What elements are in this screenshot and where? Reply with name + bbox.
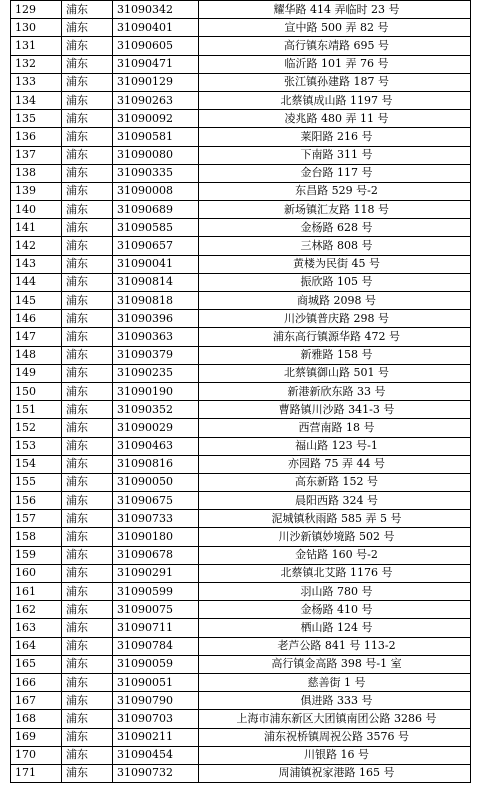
row-number-cell: 154 bbox=[11, 455, 62, 473]
code-cell: 31090129 bbox=[113, 73, 199, 91]
code-cell: 31090363 bbox=[113, 328, 199, 346]
code-cell: 31090092 bbox=[113, 110, 199, 128]
district-cell: 浦东 bbox=[62, 401, 113, 419]
code-cell: 31090075 bbox=[113, 601, 199, 619]
district-cell: 浦东 bbox=[62, 55, 113, 73]
code-cell: 31090008 bbox=[113, 182, 199, 200]
row-number-cell: 163 bbox=[11, 619, 62, 637]
table-row bbox=[11, 692, 471, 710]
row-number-cell: 152 bbox=[11, 419, 62, 437]
table-row bbox=[11, 346, 471, 364]
code-cell: 31090599 bbox=[113, 583, 199, 601]
row-number-cell: 134 bbox=[11, 91, 62, 109]
district-cell: 浦东 bbox=[62, 546, 113, 564]
table-row bbox=[11, 364, 471, 382]
table-row bbox=[11, 328, 471, 346]
address-cell: 新雅路 158 号 bbox=[199, 346, 471, 364]
table-row bbox=[11, 273, 471, 291]
table-row bbox=[11, 73, 471, 91]
code-cell: 31090732 bbox=[113, 764, 199, 782]
address-cell: 福山路 123 号-1 bbox=[199, 437, 471, 455]
row-number-cell: 150 bbox=[11, 382, 62, 400]
code-cell: 31090585 bbox=[113, 219, 199, 237]
address-cell: 高行镇东靖路 695 号 bbox=[199, 37, 471, 55]
address-cell: 晨阳西路 324 号 bbox=[199, 492, 471, 510]
row-number-cell: 157 bbox=[11, 510, 62, 528]
address-cell: 曹路镇川沙路 341-3 号 bbox=[199, 401, 471, 419]
table-row bbox=[11, 146, 471, 164]
table-row bbox=[11, 128, 471, 146]
table-row bbox=[11, 182, 471, 200]
district-cell: 浦东 bbox=[62, 710, 113, 728]
row-number-cell: 166 bbox=[11, 673, 62, 691]
row-number-cell: 138 bbox=[11, 164, 62, 182]
row-number-cell: 139 bbox=[11, 182, 62, 200]
district-cell: 浦东 bbox=[62, 164, 113, 182]
address-cell: 俱进路 333 号 bbox=[199, 692, 471, 710]
address-cell: 北蔡镇北艾路 1176 号 bbox=[199, 564, 471, 582]
code-cell: 31090041 bbox=[113, 255, 199, 273]
table-row bbox=[11, 492, 471, 510]
district-cell: 浦东 bbox=[62, 255, 113, 273]
district-cell: 浦东 bbox=[62, 146, 113, 164]
district-cell: 浦东 bbox=[62, 492, 113, 510]
row-number-cell: 168 bbox=[11, 710, 62, 728]
table-row bbox=[11, 37, 471, 55]
row-number-cell: 167 bbox=[11, 692, 62, 710]
district-cell: 浦东 bbox=[62, 237, 113, 255]
row-number-cell: 131 bbox=[11, 37, 62, 55]
district-cell: 浦东 bbox=[62, 564, 113, 582]
table-row bbox=[11, 419, 471, 437]
code-cell: 31090401 bbox=[113, 19, 199, 37]
district-cell: 浦东 bbox=[62, 746, 113, 764]
table-row bbox=[11, 1, 471, 19]
code-cell: 31090291 bbox=[113, 564, 199, 582]
address-cell: 周浦镇祝家港路 165 号 bbox=[199, 764, 471, 782]
address-cell: 金台路 117 号 bbox=[199, 164, 471, 182]
code-cell: 31090454 bbox=[113, 746, 199, 764]
table-row bbox=[11, 764, 471, 782]
row-number-cell: 137 bbox=[11, 146, 62, 164]
row-number-cell: 141 bbox=[11, 219, 62, 237]
address-cell: 商城路 2098 号 bbox=[199, 292, 471, 310]
address-cell: 北蔡镇御山路 501 号 bbox=[199, 364, 471, 382]
code-cell: 31090050 bbox=[113, 473, 199, 491]
table-row bbox=[11, 55, 471, 73]
district-cell: 浦东 bbox=[62, 528, 113, 546]
code-cell: 31090180 bbox=[113, 528, 199, 546]
district-cell: 浦东 bbox=[62, 382, 113, 400]
row-number-cell: 171 bbox=[11, 764, 62, 782]
row-number-cell: 130 bbox=[11, 19, 62, 37]
row-number-cell: 153 bbox=[11, 437, 62, 455]
code-cell: 31090657 bbox=[113, 237, 199, 255]
code-cell: 31090678 bbox=[113, 546, 199, 564]
code-cell: 31090396 bbox=[113, 310, 199, 328]
table-row bbox=[11, 237, 471, 255]
code-cell: 31090689 bbox=[113, 201, 199, 219]
code-cell: 31090080 bbox=[113, 146, 199, 164]
district-cell: 浦东 bbox=[62, 473, 113, 491]
district-cell: 浦东 bbox=[62, 292, 113, 310]
district-cell: 浦东 bbox=[62, 219, 113, 237]
address-cell: 浦东高行镇源华路 472 号 bbox=[199, 328, 471, 346]
table-row bbox=[11, 564, 471, 582]
table-row bbox=[11, 164, 471, 182]
address-table bbox=[10, 0, 471, 783]
code-cell: 31090784 bbox=[113, 637, 199, 655]
row-number-cell: 151 bbox=[11, 401, 62, 419]
row-number-cell: 133 bbox=[11, 73, 62, 91]
district-cell: 浦东 bbox=[62, 201, 113, 219]
address-cell: 新港新欣东路 33 号 bbox=[199, 382, 471, 400]
row-number-cell: 162 bbox=[11, 601, 62, 619]
district-cell: 浦东 bbox=[62, 655, 113, 673]
table-row bbox=[11, 619, 471, 637]
code-cell: 31090029 bbox=[113, 419, 199, 437]
row-number-cell: 135 bbox=[11, 110, 62, 128]
code-cell: 31090463 bbox=[113, 437, 199, 455]
address-table-body bbox=[11, 1, 471, 783]
code-cell: 31090059 bbox=[113, 655, 199, 673]
code-cell: 31090790 bbox=[113, 692, 199, 710]
row-number-cell: 140 bbox=[11, 201, 62, 219]
table-row bbox=[11, 473, 471, 491]
row-number-cell: 148 bbox=[11, 346, 62, 364]
table-row bbox=[11, 710, 471, 728]
code-cell: 31090471 bbox=[113, 55, 199, 73]
code-cell: 31090814 bbox=[113, 273, 199, 291]
address-cell: 上海市浦东新区大团镇南团公路 3286 号 bbox=[199, 710, 471, 728]
district-cell: 浦东 bbox=[62, 510, 113, 528]
row-number-cell: 161 bbox=[11, 583, 62, 601]
district-cell: 浦东 bbox=[62, 601, 113, 619]
row-number-cell: 160 bbox=[11, 564, 62, 582]
address-cell: 振欣路 105 号 bbox=[199, 273, 471, 291]
address-cell: 亦园路 75 弄 44 号 bbox=[199, 455, 471, 473]
district-cell: 浦东 bbox=[62, 419, 113, 437]
code-cell: 31090581 bbox=[113, 128, 199, 146]
address-cell: 北蔡镇成山路 1197 号 bbox=[199, 91, 471, 109]
table-row bbox=[11, 728, 471, 746]
address-cell: 羽山路 780 号 bbox=[199, 583, 471, 601]
code-cell: 31090352 bbox=[113, 401, 199, 419]
address-cell: 东昌路 529 号-2 bbox=[199, 182, 471, 200]
table-row bbox=[11, 401, 471, 419]
address-cell: 下南路 311 号 bbox=[199, 146, 471, 164]
address-cell: 高行镇金高路 398 号-1 室 bbox=[199, 655, 471, 673]
district-cell: 浦东 bbox=[62, 110, 113, 128]
address-cell: 浦东祝桥镇周祝公路 3576 号 bbox=[199, 728, 471, 746]
row-number-cell: 164 bbox=[11, 637, 62, 655]
row-number-cell: 146 bbox=[11, 310, 62, 328]
district-cell: 浦东 bbox=[62, 1, 113, 19]
address-cell: 栖山路 124 号 bbox=[199, 619, 471, 637]
table-row bbox=[11, 219, 471, 237]
code-cell: 31090379 bbox=[113, 346, 199, 364]
district-cell: 浦东 bbox=[62, 637, 113, 655]
row-number-cell: 132 bbox=[11, 55, 62, 73]
district-cell: 浦东 bbox=[62, 73, 113, 91]
code-cell: 31090342 bbox=[113, 1, 199, 19]
code-cell: 31090816 bbox=[113, 455, 199, 473]
table-row bbox=[11, 655, 471, 673]
row-number-cell: 159 bbox=[11, 546, 62, 564]
table-row bbox=[11, 455, 471, 473]
table-row bbox=[11, 673, 471, 691]
table-row bbox=[11, 19, 471, 37]
table-row bbox=[11, 601, 471, 619]
table-row bbox=[11, 201, 471, 219]
row-number-cell: 136 bbox=[11, 128, 62, 146]
table-row bbox=[11, 292, 471, 310]
district-cell: 浦东 bbox=[62, 310, 113, 328]
code-cell: 31090235 bbox=[113, 364, 199, 382]
address-cell: 老芦公路 841 号 113-2 bbox=[199, 637, 471, 655]
code-cell: 31090605 bbox=[113, 37, 199, 55]
address-cell: 金杨路 628 号 bbox=[199, 219, 471, 237]
row-number-cell: 143 bbox=[11, 255, 62, 273]
address-cell: 川沙新镇妙境路 502 号 bbox=[199, 528, 471, 546]
code-cell: 31090733 bbox=[113, 510, 199, 528]
code-cell: 31090263 bbox=[113, 91, 199, 109]
table-row bbox=[11, 91, 471, 109]
district-cell: 浦东 bbox=[62, 583, 113, 601]
code-cell: 31090818 bbox=[113, 292, 199, 310]
district-cell: 浦东 bbox=[62, 673, 113, 691]
row-number-cell: 156 bbox=[11, 492, 62, 510]
district-cell: 浦东 bbox=[62, 128, 113, 146]
row-number-cell: 149 bbox=[11, 364, 62, 382]
row-number-cell: 147 bbox=[11, 328, 62, 346]
row-number-cell: 144 bbox=[11, 273, 62, 291]
address-cell: 黄楼为民街 45 号 bbox=[199, 255, 471, 273]
table-row bbox=[11, 382, 471, 400]
district-cell: 浦东 bbox=[62, 182, 113, 200]
district-cell: 浦东 bbox=[62, 692, 113, 710]
address-cell: 临沂路 101 弄 76 号 bbox=[199, 55, 471, 73]
table-row bbox=[11, 546, 471, 564]
row-number-cell: 165 bbox=[11, 655, 62, 673]
address-cell: 泥城镇秋雨路 585 弄 5 号 bbox=[199, 510, 471, 528]
code-cell: 31090675 bbox=[113, 492, 199, 510]
code-cell: 31090335 bbox=[113, 164, 199, 182]
table-row bbox=[11, 255, 471, 273]
row-number-cell: 169 bbox=[11, 728, 62, 746]
district-cell: 浦东 bbox=[62, 328, 113, 346]
table-row bbox=[11, 510, 471, 528]
table-row bbox=[11, 637, 471, 655]
address-cell: 慈善街 1 号 bbox=[199, 673, 471, 691]
district-cell: 浦东 bbox=[62, 19, 113, 37]
address-cell: 张江镇孙建路 187 号 bbox=[199, 73, 471, 91]
table-row bbox=[11, 310, 471, 328]
code-cell: 31090190 bbox=[113, 382, 199, 400]
address-cell: 高东新路 152 号 bbox=[199, 473, 471, 491]
row-number-cell: 170 bbox=[11, 746, 62, 764]
district-cell: 浦东 bbox=[62, 455, 113, 473]
code-cell: 31090051 bbox=[113, 673, 199, 691]
row-number-cell: 158 bbox=[11, 528, 62, 546]
district-cell: 浦东 bbox=[62, 346, 113, 364]
address-cell: 川银路 16 号 bbox=[199, 746, 471, 764]
district-cell: 浦东 bbox=[62, 764, 113, 782]
address-cell: 川沙镇普庆路 298 号 bbox=[199, 310, 471, 328]
row-number-cell: 129 bbox=[11, 1, 62, 19]
row-number-cell: 145 bbox=[11, 292, 62, 310]
district-cell: 浦东 bbox=[62, 619, 113, 637]
row-number-cell: 142 bbox=[11, 237, 62, 255]
district-cell: 浦东 bbox=[62, 364, 113, 382]
table-row bbox=[11, 528, 471, 546]
address-cell: 耀华路 414 弄临时 23 号 bbox=[199, 1, 471, 19]
table-row bbox=[11, 583, 471, 601]
address-cell: 金钻路 160 号-2 bbox=[199, 546, 471, 564]
code-cell: 31090211 bbox=[113, 728, 199, 746]
district-cell: 浦东 bbox=[62, 37, 113, 55]
row-number-cell: 155 bbox=[11, 473, 62, 491]
address-cell: 凌兆路 480 弄 11 号 bbox=[199, 110, 471, 128]
code-cell: 31090711 bbox=[113, 619, 199, 637]
address-cell: 三林路 808 号 bbox=[199, 237, 471, 255]
address-cell: 新场镇汇友路 118 号 bbox=[199, 201, 471, 219]
district-cell: 浦东 bbox=[62, 437, 113, 455]
table-row bbox=[11, 110, 471, 128]
code-cell: 31090703 bbox=[113, 710, 199, 728]
table-row bbox=[11, 437, 471, 455]
district-cell: 浦东 bbox=[62, 91, 113, 109]
address-cell: 宣中路 500 弄 82 号 bbox=[199, 19, 471, 37]
address-cell: 莱阳路 216 号 bbox=[199, 128, 471, 146]
district-cell: 浦东 bbox=[62, 273, 113, 291]
table-row bbox=[11, 746, 471, 764]
address-cell: 西营南路 18 号 bbox=[199, 419, 471, 437]
address-cell: 金杨路 410 号 bbox=[199, 601, 471, 619]
district-cell: 浦东 bbox=[62, 728, 113, 746]
